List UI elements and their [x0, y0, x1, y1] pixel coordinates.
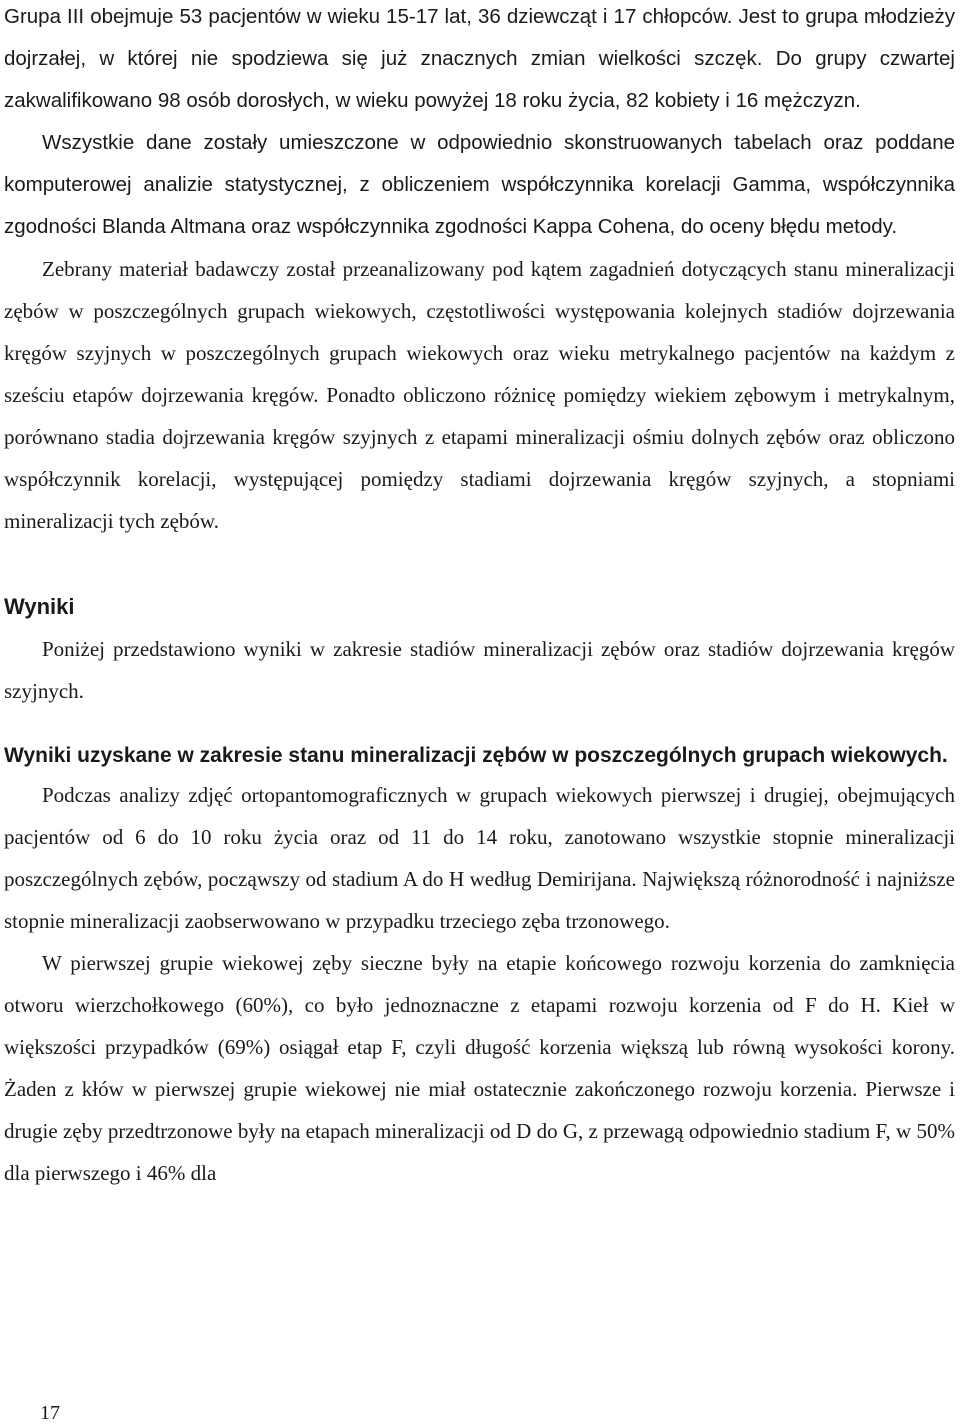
- paragraph-orthopantomogram-analysis: Podczas analizy zdjęć ortopantomograficznych w grupach wiekowych pierwszej i drugiej, obejmujących pacjentów od 6 do 10 roku życia oraz od 11 do 14 roku, zanotowano wszystkie stopnie mineralizacji poszczególnych zębów, począwszy od stadium A do H według Demirijana. Największą różnorodność i najniższe stopnie mineralizacji zaobserwowano w przypadku trzeciego zęba trzonowego.: [4, 783, 955, 933]
- paragraph-analysis-scope: Zebrany materiał badawczy został przeanalizowany pod kątem zagadnień dotyczących stanu mineralizacji zębów w poszczególnych grupach wiekowych, częstotliwości występowania kolejnych stadiów dojrzewania kręgów szyjnych w poszczególnych grupach wiekowych oraz wieku metrykalnego pacjentów na każdym z sześciu etapów dojrzewania kręgów. Ponadto obliczono różnicę pomiędzy wiekiem zębowym i metrykalnym, porównano stadia dojrzewania kręgów szyjnych z etapami mineralizacji ośmiu dolnych zębów oraz obliczono współczynnik korelacji, występującej pomiędzy stadiami dojrzewania kręgów szyjnych, a stopniami mineralizacji tych zębów.: [4, 257, 955, 533]
- page-number: 17: [40, 1402, 60, 1424]
- section-heading-results: Wyniki: [4, 594, 75, 619]
- paragraph-first-age-group: W pierwszej grupie wiekowej zęby sieczne były na etapie końcowego rozwoju korzenia do zamknięcia otworu wierzchołkowego (60%), co było jednoznaczne z etapami rozwoju korzenia od F do H. Kieł w większości przypadków (69%) osiągał etap F, czyli długość korzenia większą lub równą wysokości korony. Żaden z kłów w pierwszej grupie wiekowej nie miał ostatecznie zakończonego rozwoju korzenia. Pierwsze i drugie zęby przedtrzonowe były na etapach mineralizacji od D do G, z przewagą odpowiednio stadium F, w 50% dla pierwszego i 46% dla: [4, 951, 955, 1185]
- paragraph-results-intro: Poniżej przedstawiono wyniki w zakresie stadiów mineralizacji zębów oraz stadiów dojrzewania kręgów szyjnych.: [4, 637, 955, 703]
- document-page: [4, 0, 955, 1194]
- subsection-heading-mineralization: Wyniki uzyskane w zakresie stanu mineralizacji zębów w poszczególnych grupach wiekowych.: [4, 744, 948, 767]
- paragraph-group-description: Grupa III obejmuje 53 pacjentów w wieku 15-17 lat, 36 dziewcząt i 17 chłopców. Jest to grupa młodzieży dojrzałej, w której nie spodziewa się już znacznych zmian wielkości szczęk. Do grupy czwartej zakwalifikowano 98 osób dorosłych, w wieku powyżej 18 roku życia, 82 kobiety i 16 mężczyzn.: [4, 5, 955, 112]
- paragraph-statistics: Wszystkie dane zostały umieszczone w odpowiednio skonstruowanych tabelach oraz poddane komputerowej analizie statystycznej, z obliczeniem współczynnika korelacji Gamma, współczynnika zgodności Blanda Altmana oraz współczynnika zgodności Kappa Cohena, do oceny błędu metody.: [4, 131, 955, 238]
